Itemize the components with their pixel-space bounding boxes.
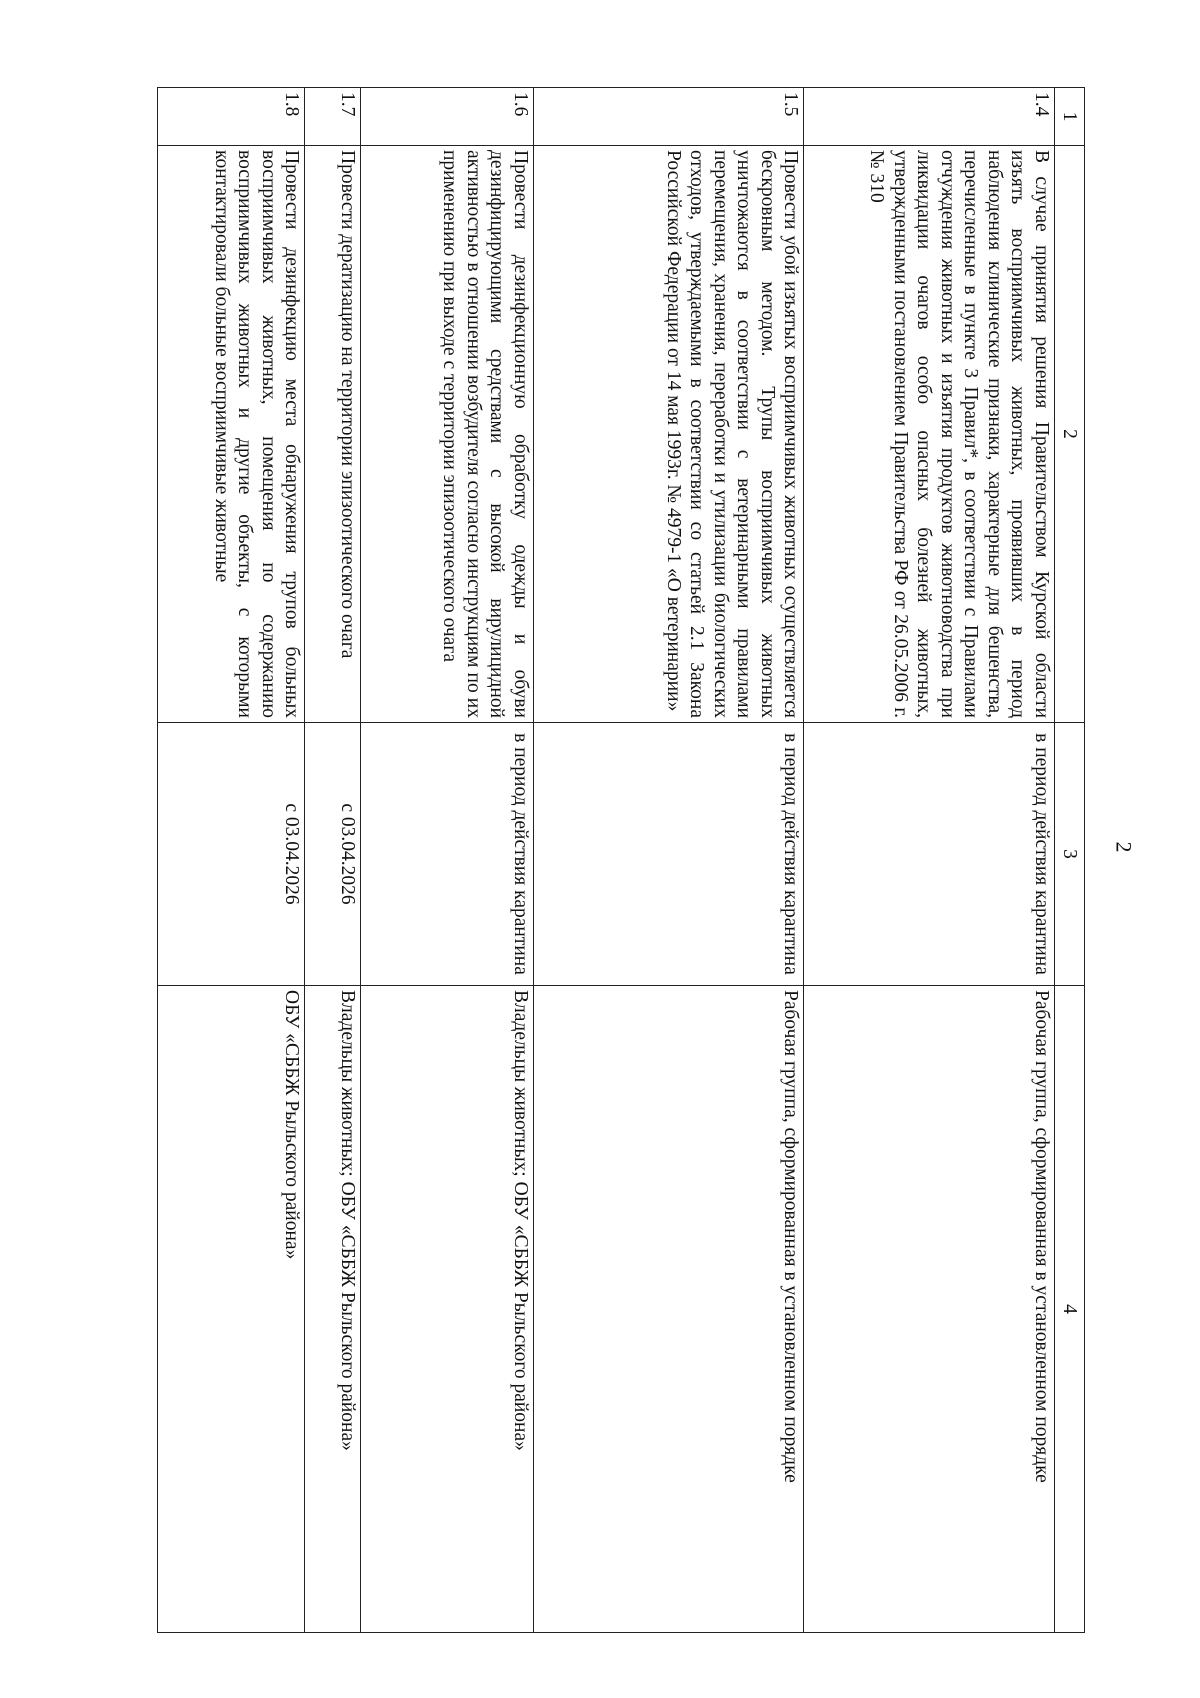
- row-action: Провести убой изъятых восприимчивых животных осуществляется бескровным методом. Трупы восприимчивых животных уничтожаются в соответствии с ветеринарными правилами перемещения, хранения, переработки и утилизации биологических отходов, утверждаемыми в соответствии со статьей 2.1 Закона Российской Федерации от 14 мая 1993г. № 4979-1 «О ветеринарии»: [533, 146, 803, 723]
- header-cell-1: 1: [1054, 88, 1084, 146]
- rotated-sheet: [157, 87, 1085, 1632]
- table-row: [305, 88, 360, 1633]
- header-cell-4: 4: [1054, 986, 1084, 1633]
- table-row: [360, 88, 533, 1633]
- row-number: 1.7: [305, 88, 360, 146]
- header-cell-3: 3: [1054, 723, 1084, 986]
- table-header-row: [1054, 88, 1084, 1633]
- measures-table: [157, 87, 1085, 1633]
- row-action: Провести дезинфекционную обработку одежды и обуви дезинфицирующими средствами с высокой вирулицидной активностью в отношении возбудителя согласно инструкциям по их применению при выходе с территории эпизоотического очага: [360, 146, 533, 723]
- row-action: В случае принятия решения Правительством Курской области изъять восприимчивых животных, проявивших в период наблюдения клинические признаки, характерные для бешенства, перечисленные в пункте 3 Правил*, в соответствии с Правилами отчуждения животных и изъятия продуктов животноводства при ликвидации очагов особо опасных болезней животных, утвержденными постановлением Правительства РФ от 26.05.2006 г. № 310: [804, 146, 1055, 723]
- row-term: в период действия карантина: [360, 723, 533, 986]
- row-number: 1.5: [533, 88, 803, 146]
- row-action: Провести дератизацию на территории эпизоотического очага: [305, 146, 360, 723]
- row-responsible: Рабочая группа, сформированная в установленном порядке: [533, 986, 803, 1633]
- page-number: 2: [1111, 841, 1137, 853]
- row-number: 1.8: [158, 88, 305, 146]
- row-term: в период действия карантина: [804, 723, 1055, 986]
- row-responsible: Владельцы животных; ОБУ «СББЖ Рыльского района»: [360, 986, 533, 1633]
- table-row: [804, 88, 1055, 1633]
- table-row: [158, 88, 305, 1633]
- row-term: с 03.04.2026: [305, 723, 360, 986]
- row-responsible: ОБУ «СББЖ Рыльского района»: [158, 986, 305, 1633]
- row-action: Провести дезинфекцию места обнаружения трупов больных восприимчивых животных, помещения по содержанию восприимчивых животных и другие объекты, с которыми контактировали больные восприимчивые животные: [158, 146, 305, 723]
- row-number: 1.4: [804, 88, 1055, 146]
- header-cell-2: 2: [1054, 146, 1084, 723]
- row-number: 1.6: [360, 88, 533, 146]
- table-row: [533, 88, 803, 1633]
- row-responsible: Рабочая группа, сформированная в установленном порядке: [804, 986, 1055, 1633]
- row-term: в период действия карантина: [533, 723, 803, 986]
- row-term: с 03.04.2026: [158, 723, 305, 986]
- row-responsible: Владельцы животных; ОБУ «СББЖ Рыльского района»: [305, 986, 360, 1633]
